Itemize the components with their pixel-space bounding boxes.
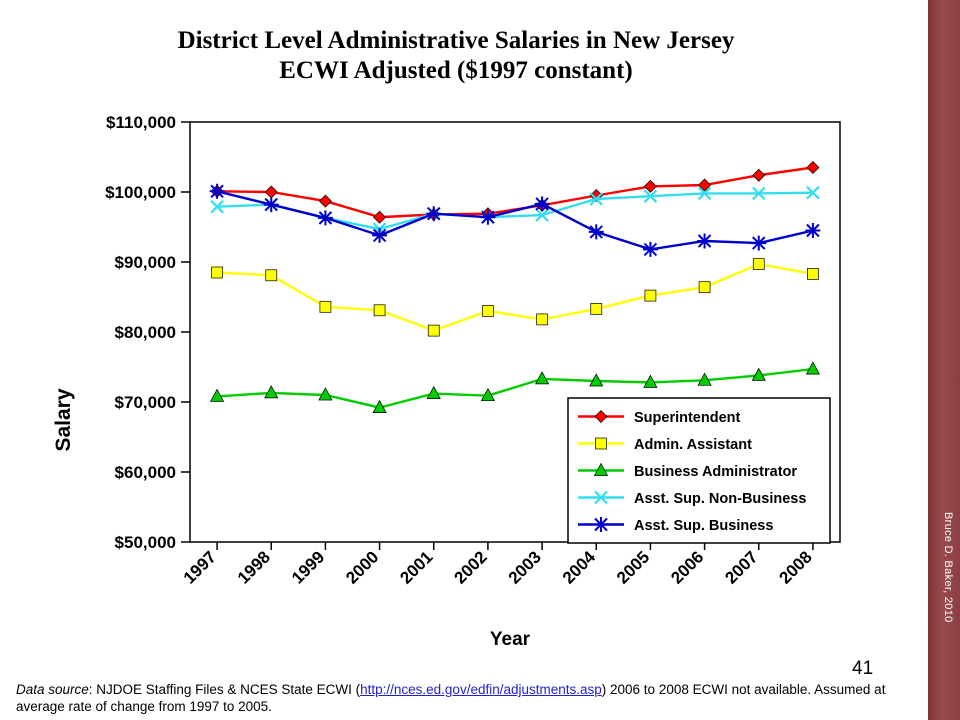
chart-title-line1: District Level Administrative Salaries in New Jersey bbox=[177, 27, 735, 54]
right-accent-bar bbox=[928, 0, 960, 720]
x-axis-ticks bbox=[180, 542, 816, 588]
data-point bbox=[210, 184, 225, 199]
page-title bbox=[0, 26, 912, 86]
data-point bbox=[807, 268, 818, 279]
x-tick-label: 2007 bbox=[721, 547, 762, 588]
data-point bbox=[212, 267, 223, 278]
data-point bbox=[535, 196, 550, 211]
legend-label: Superintendent bbox=[634, 410, 741, 426]
footnote-text-b: ) 2006 to 2008 ECWI not available. Assumed at average rate of change from 1997 to 2005. bbox=[16, 682, 886, 714]
data-point bbox=[374, 305, 385, 316]
x-tick-label: 2001 bbox=[396, 547, 437, 588]
slide-number: 41 bbox=[852, 658, 874, 679]
footnote bbox=[16, 681, 906, 715]
legend-label: Asst. Sup. Business bbox=[634, 518, 774, 534]
x-tick-label: 2000 bbox=[342, 547, 383, 588]
x-tick-label: 2005 bbox=[613, 547, 654, 588]
legend-label: Asst. Sup. Non-Business bbox=[634, 491, 807, 507]
legend-label: Business Administrator bbox=[634, 464, 798, 480]
data-point bbox=[645, 290, 656, 301]
data-point bbox=[596, 438, 607, 449]
data-point bbox=[318, 210, 333, 225]
chart-container bbox=[0, 100, 912, 660]
data-point bbox=[699, 282, 710, 293]
author-credit: Bruce D. Baker, 2010 bbox=[942, 512, 954, 623]
x-tick-label: 1998 bbox=[233, 547, 275, 588]
x-tick-label: 2003 bbox=[504, 547, 545, 588]
data-point bbox=[482, 306, 493, 317]
data-point bbox=[428, 325, 439, 336]
legend-label: Admin. Assistant bbox=[634, 437, 752, 453]
data-point bbox=[264, 197, 279, 212]
x-axis-label: Year bbox=[489, 629, 531, 650]
chart-title-line2: ECWI Adjusted ($1997 constant) bbox=[279, 57, 633, 84]
y-axis-ticks bbox=[105, 113, 190, 552]
x-tick-label: 2002 bbox=[450, 547, 491, 588]
x-tick-label: 2004 bbox=[558, 547, 600, 588]
data-point bbox=[480, 210, 495, 225]
x-tick-label: 1999 bbox=[288, 547, 329, 588]
x-tick-label: 1997 bbox=[179, 547, 220, 588]
y-tick-label: $110,000 bbox=[106, 113, 176, 132]
data-point bbox=[320, 301, 331, 312]
data-point bbox=[372, 228, 387, 243]
x-tick-label: 2008 bbox=[775, 547, 816, 588]
data-point bbox=[753, 259, 764, 270]
footnote-text-a: : NJDOE Staffing Files & NCES State ECWI ( bbox=[88, 682, 361, 697]
data-point bbox=[697, 234, 712, 249]
data-point bbox=[426, 206, 441, 221]
x-tick-label: 2006 bbox=[667, 547, 708, 588]
data-point bbox=[591, 303, 602, 314]
line-chart bbox=[0, 100, 912, 660]
y-tick-label: $100,000 bbox=[105, 183, 176, 202]
chart-legend bbox=[568, 398, 830, 543]
data-point bbox=[751, 236, 766, 251]
data-point bbox=[805, 223, 820, 238]
y-axis-label: Salary bbox=[52, 388, 75, 452]
data-point bbox=[537, 314, 548, 325]
y-tick-label: $70,000 bbox=[114, 393, 176, 412]
y-tick-label: $90,000 bbox=[114, 253, 176, 272]
y-tick-label: $50,000 bbox=[114, 533, 176, 552]
data-point bbox=[266, 270, 277, 281]
y-tick-label: $80,000 bbox=[114, 323, 176, 342]
data-point bbox=[589, 224, 604, 239]
footnote-source-label: Data source bbox=[16, 682, 89, 697]
data-point bbox=[643, 242, 658, 257]
y-tick-label: $60,000 bbox=[114, 463, 176, 482]
data-point bbox=[594, 517, 609, 532]
footnote-link[interactable]: http://nces.ed.gov/edfin/adjustments.asp bbox=[360, 682, 602, 697]
